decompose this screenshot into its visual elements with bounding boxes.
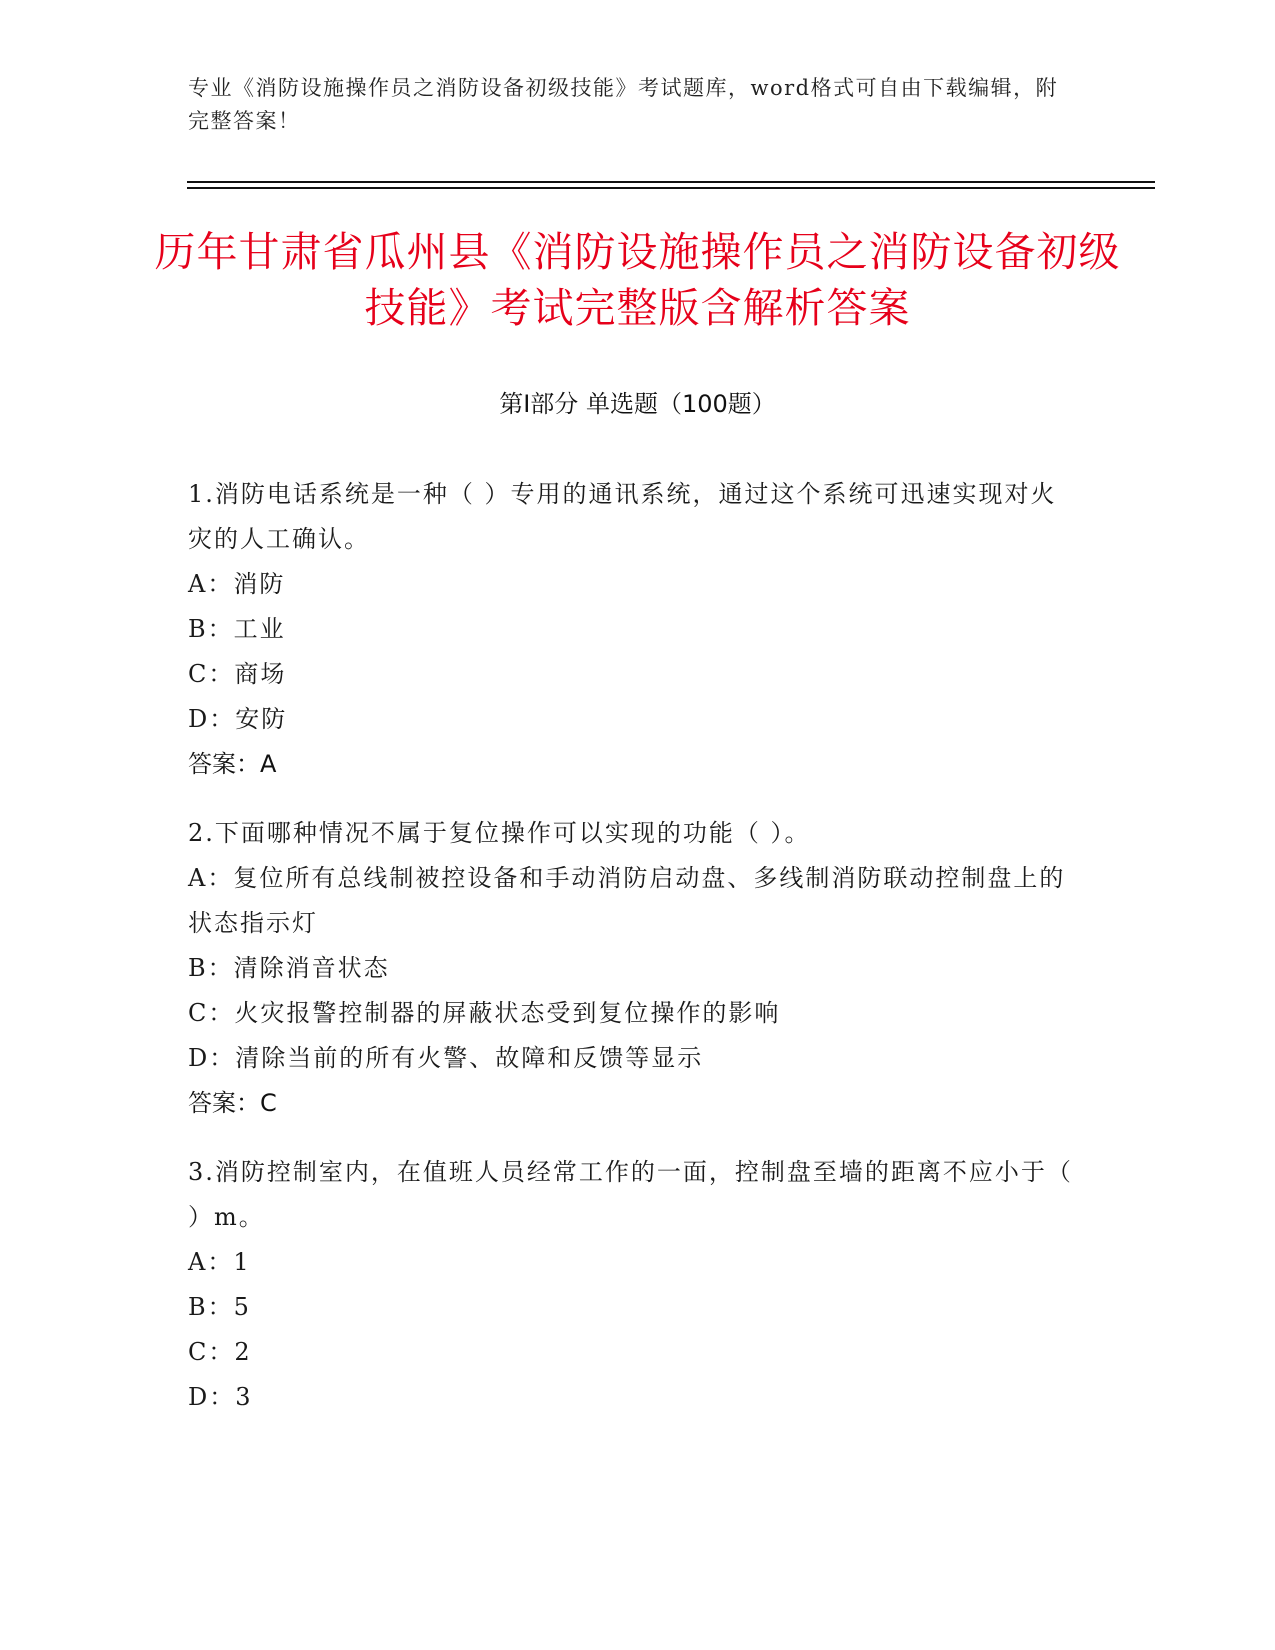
- answer: 答案：C: [188, 1089, 277, 1117]
- option-a: A：消防: [188, 570, 286, 598]
- option-a: A：复位所有总线制被控设备和手动消防启动盘、多线制消防联动控制盘上的状态指示灯: [188, 864, 1066, 937]
- option-b: B：工业: [188, 615, 286, 643]
- document-title: 历年甘肃省瓜州县《消防设施操作员之消防设备初级技能》考试完整版含解析答案: [154, 228, 1121, 332]
- answer: 答案：A: [188, 750, 277, 778]
- option-d: D：3: [188, 1383, 253, 1411]
- question-stem: 1.消防电话系统是一种（ ）专用的通讯系统，通过这个系统可迅速实现对火灾的人工确认。: [188, 480, 1057, 553]
- option-b: B：清除消音状态: [188, 954, 390, 982]
- option-b: B：5: [188, 1293, 251, 1321]
- question-3: [188, 1150, 1078, 1420]
- option-d: D：安防: [188, 705, 288, 733]
- header-rule-bottom: [187, 187, 1155, 189]
- question-stem: 2.下面哪种情况不属于复位操作可以实现的功能（ ）。: [188, 819, 811, 847]
- option-c: C：商场: [188, 660, 287, 688]
- option-a: A：1: [188, 1248, 251, 1276]
- header-rule-top: [187, 181, 1155, 183]
- question-2: [188, 811, 1078, 1126]
- section-title: 第Ⅰ部分 单选题（100题）: [499, 390, 776, 418]
- question-stem: 3.消防控制室内，在值班人员经常工作的一面，控制盘至墙的距离不应小于（ ）m。: [188, 1158, 1073, 1231]
- option-c: C：火灾报警控制器的屏蔽状态受到复位操作的影响: [188, 999, 781, 1027]
- option-d: D：清除当前的所有火警、故障和反馈等显示: [188, 1044, 704, 1072]
- header-note: 专业《消防设施操作员之消防设备初级技能》考试题库，word格式可自由下载编辑，附完整答案！: [188, 76, 1059, 133]
- question-list: [188, 472, 1078, 1444]
- question-1: [188, 472, 1078, 787]
- option-c: C：2: [188, 1338, 252, 1366]
